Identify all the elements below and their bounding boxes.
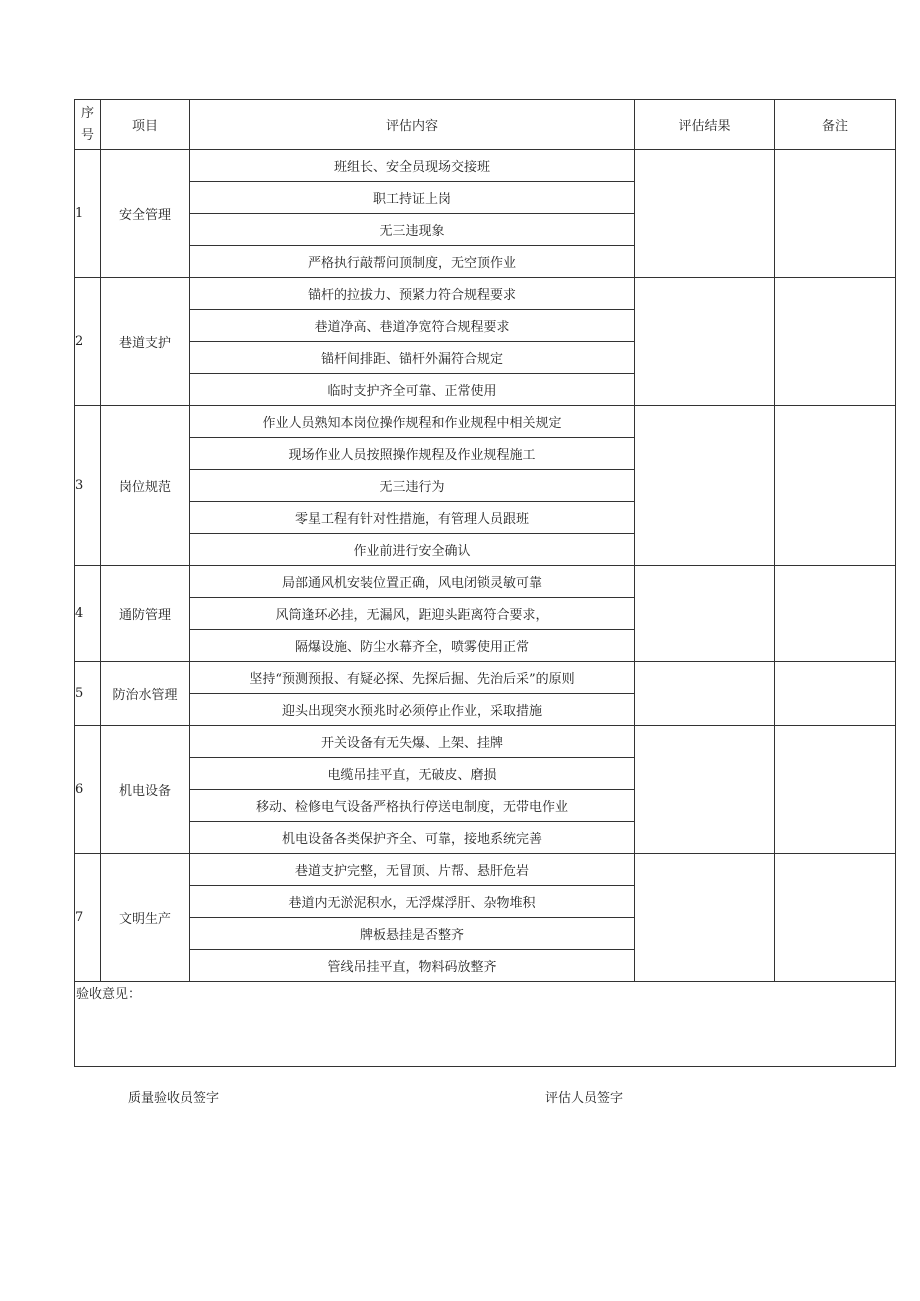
row-content: 零星工程有针对性措施，有管理人员跟班 <box>190 502 635 534</box>
remarks-label: 验收意见： <box>76 987 142 1002</box>
result-cell[interactable] <box>635 278 775 406</box>
row-seq: 4 <box>75 566 101 662</box>
row-content: 巷道支护完整，无冒顶、片帮、悬肝危岩 <box>190 854 635 886</box>
note-cell[interactable] <box>775 662 896 726</box>
remarks-cell[interactable] <box>75 982 896 1067</box>
row-content: 作业前进行安全确认 <box>190 534 635 566</box>
row-content: 巷道内无淤泥积水，无浮煤浮肝、杂物堆积 <box>190 886 635 918</box>
result-cell[interactable] <box>635 662 775 726</box>
row-content: 巷道净高、巷道净宽符合规程要求 <box>190 310 635 342</box>
row-content: 风筒逢环必挂，无漏风，距迎头距离符合要求， <box>190 598 635 630</box>
note-cell[interactable] <box>775 278 896 406</box>
note-cell[interactable] <box>775 150 896 278</box>
header-result: 评估结果 <box>635 100 775 150</box>
row-item: 机电设备 <box>101 726 190 854</box>
result-cell[interactable] <box>635 406 775 566</box>
row-item: 巷道支护 <box>101 278 190 406</box>
row-seq: 7 <box>75 854 101 982</box>
note-cell[interactable] <box>775 726 896 854</box>
row-seq: 2 <box>75 278 101 406</box>
result-cell[interactable] <box>635 726 775 854</box>
table-row <box>75 662 896 694</box>
row-seq: 1 <box>75 150 101 278</box>
assessor-signature-label: 评估人员签字 <box>545 1091 624 1106</box>
table-row <box>75 854 896 886</box>
table-row <box>75 278 896 310</box>
note-cell[interactable] <box>775 566 896 662</box>
row-content: 临时支护齐全可靠、正常使用 <box>190 374 635 406</box>
header-note: 备注 <box>775 100 896 150</box>
header-item: 项目 <box>101 100 190 150</box>
row-content: 隔爆设施、防尘水幕齐全，喷雾使用正常 <box>190 630 635 662</box>
row-content: 锚杆的拉拔力、预紧力符合规程要求 <box>190 278 635 310</box>
row-content: 开关设备有无失爆、上架、挂牌 <box>190 726 635 758</box>
table-row <box>75 726 896 758</box>
row-content: 班组长、安全员现场交接班 <box>190 150 635 182</box>
row-item: 岗位规范 <box>101 406 190 566</box>
header-content: 评估内容 <box>190 100 635 150</box>
row-item: 文明生产 <box>101 854 190 982</box>
row-content: 无三违现象 <box>190 214 635 246</box>
row-seq: 6 <box>75 726 101 854</box>
row-seq: 5 <box>75 662 101 726</box>
table-row <box>75 150 896 182</box>
header-seq: 序号 <box>75 100 101 150</box>
table-row <box>75 406 896 438</box>
remarks-row <box>75 982 896 1067</box>
row-content: 坚持“预测预报、有疑必探、先探后掘、先治后采”的原则 <box>190 662 635 694</box>
row-content: 锚杆间排距、锚杆外漏符合规定 <box>190 342 635 374</box>
table-row <box>75 566 896 598</box>
row-content: 现场作业人员按照操作规程及作业规程施工 <box>190 438 635 470</box>
result-cell[interactable] <box>635 566 775 662</box>
row-content: 职工持证上岗 <box>190 182 635 214</box>
note-cell[interactable] <box>775 406 896 566</box>
row-seq: 3 <box>75 406 101 566</box>
row-item: 安全管理 <box>101 150 190 278</box>
result-cell[interactable] <box>635 854 775 982</box>
row-content: 牌板悬挂是否整齐 <box>190 918 635 950</box>
row-content: 作业人员熟知本岗位操作规程和作业规程中相关规定 <box>190 406 635 438</box>
result-cell[interactable] <box>635 150 775 278</box>
note-cell[interactable] <box>775 854 896 982</box>
row-content: 电缆吊挂平直，无破皮、磨损 <box>190 758 635 790</box>
header-row <box>75 100 896 150</box>
row-content: 严格执行敲帮问顶制度，无空顶作业 <box>190 246 635 278</box>
quality-inspector-signature-label: 质量验收员签字 <box>128 1091 220 1106</box>
row-content: 移动、检修电气设备严格执行停送电制度，无带电作业 <box>190 790 635 822</box>
row-content: 机电设备各类保护齐全、可靠，接地系统完善 <box>190 822 635 854</box>
assessment-table <box>74 99 896 1067</box>
row-content: 无三违行为 <box>190 470 635 502</box>
row-item: 防治水管理 <box>101 662 190 726</box>
row-content: 管线吊挂平直，物料码放整齐 <box>190 950 635 982</box>
row-content: 局部通风机安装位置正确，风电闭锁灵敏可靠 <box>190 566 635 598</box>
row-content: 迎头出现突水预兆时必须停止作业，采取措施 <box>190 694 635 726</box>
row-item: 通防管理 <box>101 566 190 662</box>
